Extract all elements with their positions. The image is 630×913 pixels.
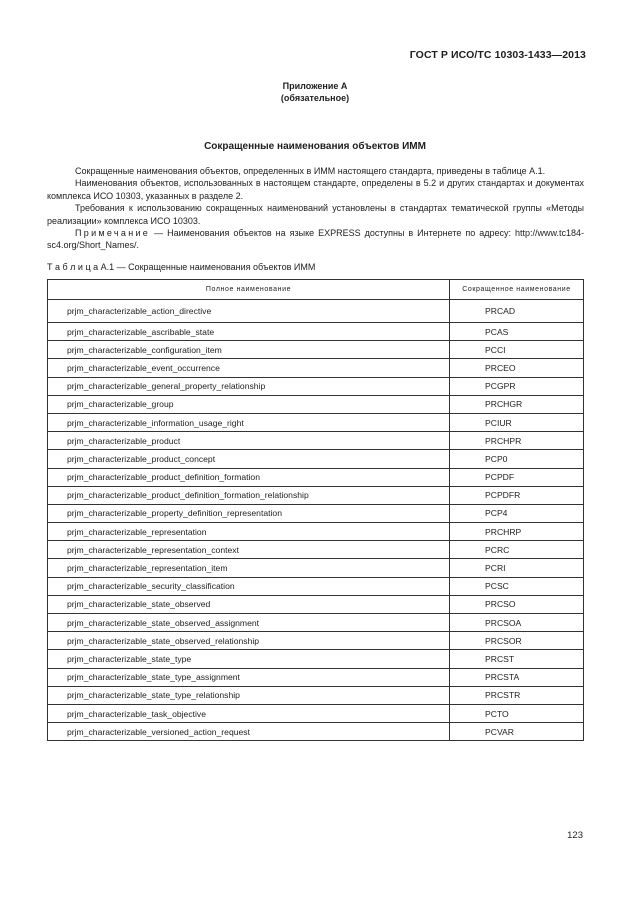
short-name-cell: PCTO — [450, 704, 584, 722]
annex-title: Приложение А — [282, 81, 348, 91]
note-text: — Наименования объектов на языке EXPRESS доступны в Интернете по адресу: http://www.tc184-sc4.org/Short_Names/. — [47, 228, 584, 251]
header-full-name: Полное наименование — [48, 280, 450, 300]
short-name-cell: PCAS — [450, 323, 584, 341]
full-name-cell: prjm_characterizable_ascribable_state — [48, 323, 450, 341]
header-short-name: Сокращенное наименование — [450, 280, 584, 300]
full-name-cell: prjm_characterizable_state_observed — [48, 595, 450, 613]
table-row — [48, 541, 584, 559]
table-row — [48, 486, 584, 504]
body-text — [47, 165, 584, 252]
full-name-cell: prjm_characterizable_product_definition_formation — [48, 468, 450, 486]
table-header-row — [48, 280, 584, 300]
full-name-cell: prjm_characterizable_security_classification — [48, 577, 450, 595]
table-body — [48, 300, 584, 741]
full-name-cell: prjm_characterizable_versioned_action_request — [48, 723, 450, 741]
short-name-cell: PCP4 — [450, 504, 584, 522]
table-row — [48, 614, 584, 632]
short-name-cell: PRCAD — [450, 300, 584, 323]
full-name-cell: prjm_characterizable_information_usage_right — [48, 413, 450, 431]
table-row — [48, 377, 584, 395]
table-caption: Т а б л и ц а А.1 — Сокращенные наименования объектов ИММ — [47, 262, 316, 272]
page-number: 123 — [567, 830, 583, 841]
full-name-cell: prjm_characterizable_task_objective — [48, 704, 450, 722]
table-row — [48, 559, 584, 577]
table-row — [48, 413, 584, 431]
short-name-cell: PRCHPR — [450, 432, 584, 450]
annex-status: (обязательное) — [280, 93, 350, 103]
full-name-cell: prjm_characterizable_product_definition_formation_relationship — [48, 486, 450, 504]
short-name-cell: PCPDFR — [450, 486, 584, 504]
table-row — [48, 395, 584, 413]
table-row — [48, 577, 584, 595]
short-name-cell: PRCSOR — [450, 632, 584, 650]
table-row — [48, 704, 584, 722]
full-name-cell: prjm_characterizable_representation — [48, 523, 450, 541]
short-name-cell: PRCEO — [450, 359, 584, 377]
short-name-cell: PRCSTA — [450, 668, 584, 686]
table-row — [48, 450, 584, 468]
short-name-cell: PCPDF — [450, 468, 584, 486]
short-name-cell: PRCHRP — [450, 523, 584, 541]
short-name-cell: PRCST — [450, 650, 584, 668]
table-row — [48, 523, 584, 541]
full-name-cell: prjm_characterizable_representation_item — [48, 559, 450, 577]
short-name-cell: PCGPR — [450, 377, 584, 395]
table-row — [48, 432, 584, 450]
table-row — [48, 359, 584, 377]
full-name-cell: prjm_characterizable_configuration_item — [48, 341, 450, 359]
note-label: Примечание — [75, 228, 151, 239]
short-name-cell: PCCI — [450, 341, 584, 359]
full-name-cell: prjm_characterizable_event_occurrence — [48, 359, 450, 377]
table-row — [48, 323, 584, 341]
paragraph-1: Сокращенные наименования объектов, определенных в ИММ настоящего стандарта, приведены в таблице А.1. — [75, 166, 546, 176]
paragraph-3: Требования к использованию сокращенных наименований установлены в стандартах тематической группы «Методы реализации» комплекса ИСО 10303. — [47, 203, 584, 226]
full-name-cell: prjm_characterizable_state_observed_relationship — [48, 632, 450, 650]
short-name-cell: PCSC — [450, 577, 584, 595]
full-name-cell: prjm_characterizable_state_type_relationship — [48, 686, 450, 704]
full-name-cell: prjm_characterizable_group — [48, 395, 450, 413]
short-name-cell: PRCSO — [450, 595, 584, 613]
table-row — [48, 595, 584, 613]
short-name-cell: PCRC — [450, 541, 584, 559]
full-name-cell: prjm_characterizable_state_type — [48, 650, 450, 668]
full-name-cell: prjm_characterizable_state_type_assignment — [48, 668, 450, 686]
short-name-cell: PCRI — [450, 559, 584, 577]
table-row — [48, 686, 584, 704]
table-row — [48, 504, 584, 522]
table-row — [48, 341, 584, 359]
full-name-cell: prjm_characterizable_product_concept — [48, 450, 450, 468]
full-name-cell: prjm_characterizable_action_directive — [48, 300, 450, 323]
table-row — [48, 723, 584, 741]
short-name-cell: PRCHGR — [450, 395, 584, 413]
table-row — [48, 650, 584, 668]
document-header: ГОСТ Р ИСО/ТС 10303-1433—2013 — [409, 49, 586, 61]
full-name-cell: prjm_characterizable_representation_context — [48, 541, 450, 559]
full-name-cell: prjm_characterizable_property_definition_representation — [48, 504, 450, 522]
note-paragraph — [47, 227, 584, 252]
table-row — [48, 668, 584, 686]
annex-heading — [0, 80, 630, 104]
section-title: Сокращенные наименования объектов ИММ — [204, 141, 426, 152]
short-name-cell: PRCSTR — [450, 686, 584, 704]
short-name-cell: PRCSOA — [450, 614, 584, 632]
table-row — [48, 468, 584, 486]
abbreviations-table — [47, 279, 584, 741]
short-name-cell: PCVAR — [450, 723, 584, 741]
paragraph-2: Наименования объектов, использованных в настоящем стандарте, определены в 5.2 и других стандартах и документах комплекса ИСО 10303, указанных в разделе 2. — [47, 178, 584, 201]
table-row — [48, 300, 584, 323]
short-name-cell: PCP0 — [450, 450, 584, 468]
full-name-cell: prjm_characterizable_state_observed_assignment — [48, 614, 450, 632]
full-name-cell: prjm_characterizable_general_property_relationship — [48, 377, 450, 395]
full-name-cell: prjm_characterizable_product — [48, 432, 450, 450]
table-row — [48, 632, 584, 650]
short-name-cell: PCIUR — [450, 413, 584, 431]
